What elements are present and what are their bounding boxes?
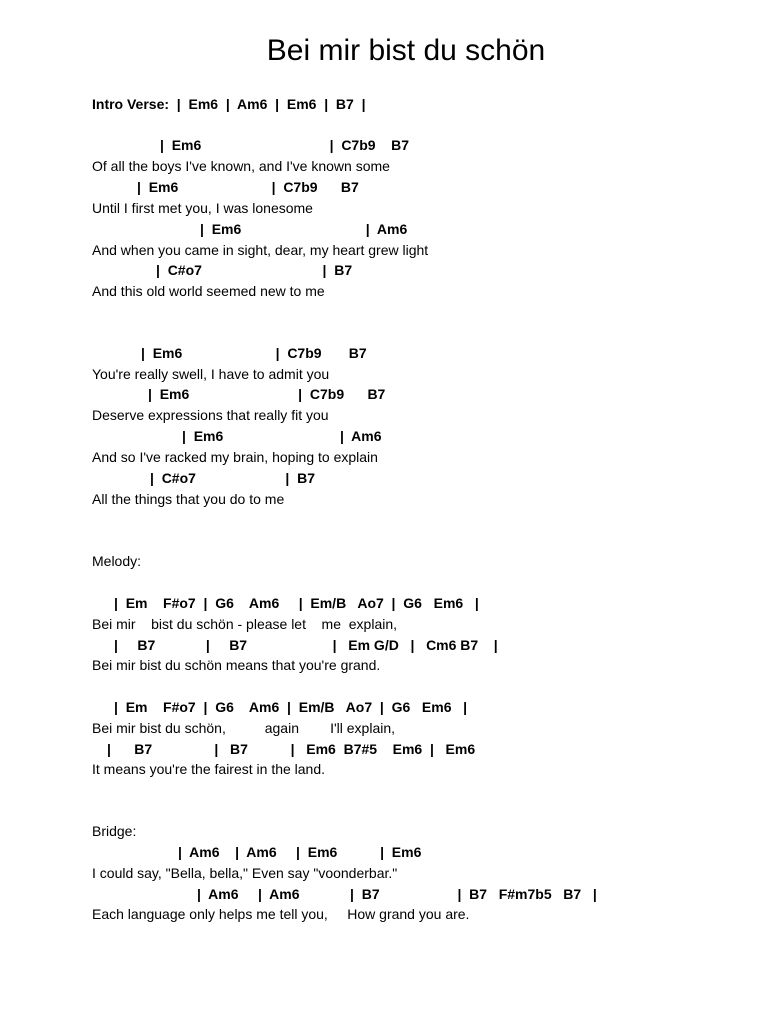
- verse2-chords-4: | C#o7 | B7: [150, 470, 315, 486]
- melody-chords-1: | Em F#o7 | G6 Am6 | Em/B Ao7 | G6 Em6 |: [114, 595, 479, 611]
- melody-lyric-2: Bei mir bist du schön means that you're grand.: [92, 657, 381, 673]
- bridge-chords-1: | Am6 | Am6 | Em6 | Em6: [178, 844, 422, 860]
- verse1-chords-1: | Em6 | C7b9 B7: [160, 137, 410, 153]
- melody-lyric-1: Bei mir bist du schön - please let me explain,: [92, 616, 398, 632]
- melody-lyric-3: Bei mir bist du schön, again I'll explain,: [92, 720, 396, 736]
- verse1-chords-2: | Em6 | C7b9 B7: [137, 179, 359, 195]
- verse2-lyric-4: All the things that you do to me: [92, 491, 285, 507]
- song-title: Bei mir bist du schön: [266, 34, 546, 67]
- verse2-lyric-3: And so I've racked my brain, hoping to explain: [92, 449, 378, 465]
- melody-lyric-4: It means you're the fairest in the land.: [92, 761, 326, 777]
- bridge-label: Bridge:: [92, 823, 137, 839]
- verse2-chords-3: | Em6 | Am6: [182, 428, 382, 444]
- verse1-chords-4: | C#o7 | B7: [156, 262, 353, 278]
- bridge-lyric-1: I could say, "Bella, bella," Even say "voonderbar.": [92, 865, 398, 881]
- melody-chords-3: | Em F#o7 | G6 Am6 | Em/B Ao7 | G6 Em6 |: [114, 699, 468, 715]
- melody-label: Melody:: [92, 553, 142, 569]
- melody-chords-4: | B7 | B7 | Em6 B7#5 Em6 | Em6: [107, 741, 476, 757]
- melody-chords-2: | B7 | B7 | Em G/D | Cm6 B7 |: [114, 637, 498, 653]
- verse2-lyric-1: You're really swell, I have to admit you: [92, 366, 330, 382]
- verse1-chords-3: | Em6 | Am6: [200, 221, 408, 237]
- intro-verse-line: Intro Verse: | Em6 | Am6 | Em6 | B7 |: [92, 96, 366, 112]
- verse1-lyric-3: And when you came in sight, dear, my heart grew light: [92, 242, 429, 258]
- verse1-lyric-1: Of all the boys I've known, and I've known some: [92, 158, 390, 174]
- verse2-chords-1: | Em6 | C7b9 B7: [141, 345, 367, 361]
- bridge-chords-2: | Am6 | Am6 | B7 | B7 F#m7b5 B7 |: [197, 886, 597, 902]
- verse1-lyric-4: And this old world seemed new to me: [92, 283, 325, 299]
- verse2-lyric-2: Deserve expressions that really fit you: [92, 407, 329, 423]
- bridge-lyric-2: Each language only helps me tell you, How grand you are.: [92, 906, 470, 922]
- verse1-lyric-2: Until I first met you, I was lonesome: [92, 200, 313, 216]
- verse2-chords-2: | Em6 | C7b9 B7: [148, 386, 386, 402]
